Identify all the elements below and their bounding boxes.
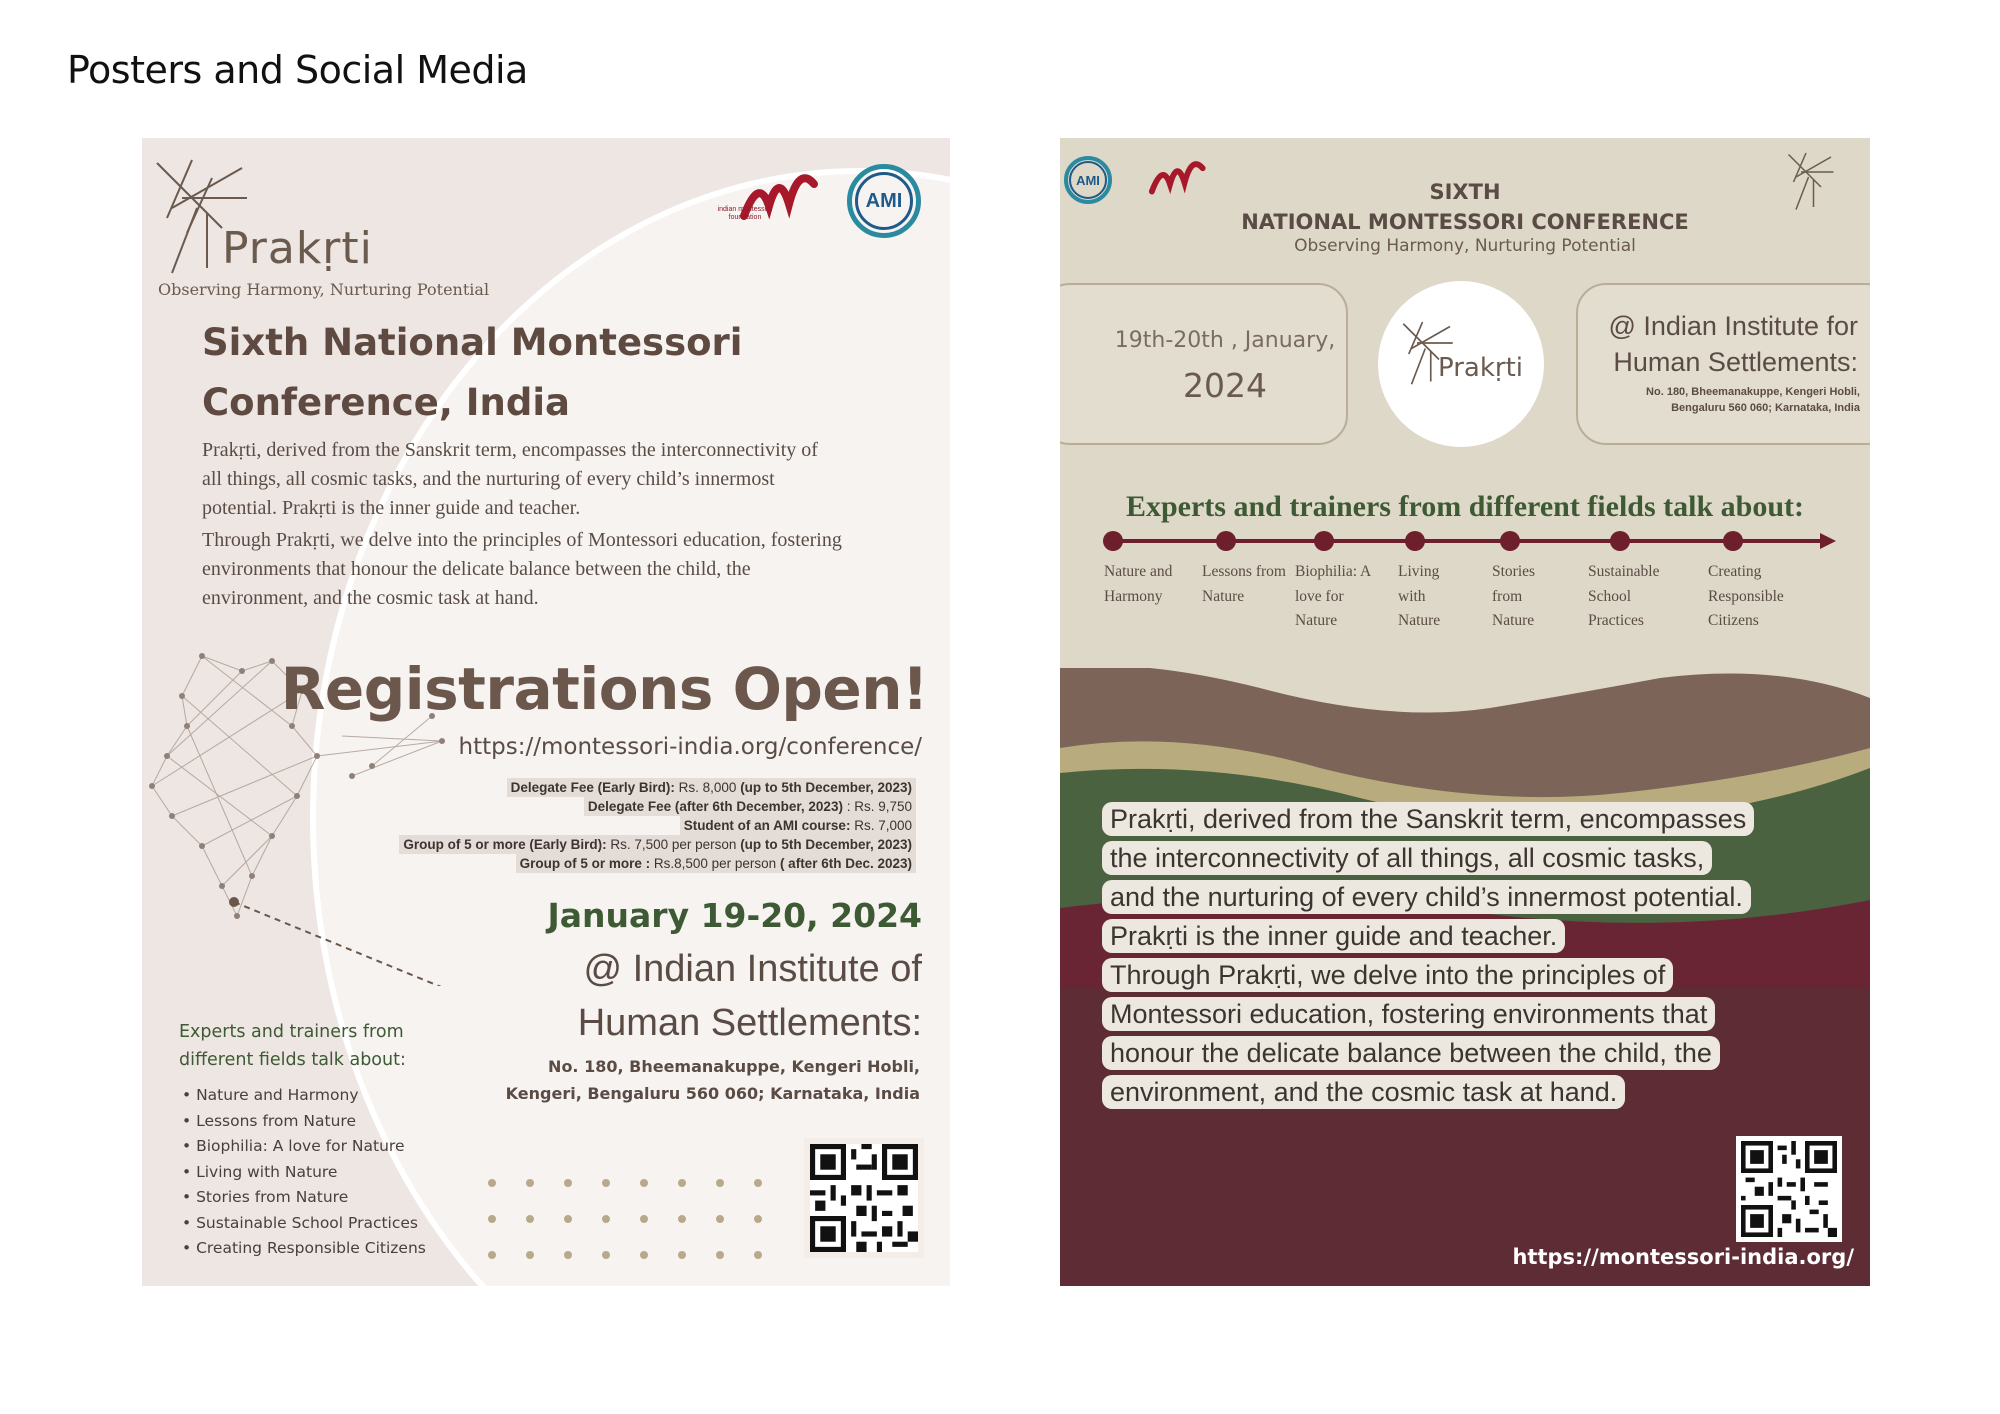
- ami-logo-text: AMI: [1069, 161, 1107, 199]
- body-line: honour the delicate balance between the child, the: [1102, 1036, 1720, 1070]
- registration-link[interactable]: https://montessori-india.org/conference/: [458, 734, 922, 760]
- ami-logo-text: AMI: [855, 172, 913, 230]
- body-line: environment, and the cosmic task at hand.: [1102, 1075, 1625, 1109]
- fee-value: Rs. 7,500 per person: [606, 837, 741, 852]
- fee-value: : Rs. 9,750: [842, 799, 912, 814]
- fee-label: Delegate Fee (Early Bird):: [510, 780, 675, 795]
- fee-line: [584, 797, 916, 816]
- qr-code-icon: [810, 1144, 918, 1252]
- venue-address: [506, 1053, 920, 1107]
- body-line: Through Prakṛti, we delve into the principles of: [1102, 958, 1673, 992]
- tagline: Observing Harmony, Nurturing Potential: [1294, 236, 1636, 256]
- address-line-2: Bengaluru 560 060; Karnataka, India: [1671, 402, 1860, 414]
- fee-line: [507, 778, 916, 797]
- body-text: [1102, 800, 1762, 1112]
- timeline-topic: Living with Nature: [1398, 563, 1441, 629]
- timeline-topic: Biophilia: A love for Nature: [1295, 563, 1371, 629]
- intro-text: [202, 436, 842, 613]
- body-line: the interconnectivity of all things, all cosmic tasks,: [1102, 841, 1712, 875]
- prakrti-logo-word: Prakṛti: [222, 223, 373, 274]
- venue-name: @ Indian Institute for Human Settlements:: [1608, 311, 1858, 377]
- address-line-1: No. 180, Bheemanakuppe, Kengeri Hobli,: [548, 1057, 920, 1076]
- address-line-2: Kengeri, Bengaluru 560 060; Karnataka, India: [505, 1084, 920, 1103]
- fee-value: Rs.8,500 per person: [650, 856, 780, 871]
- fee-note: ( after 6th Dec. 2023): [779, 856, 912, 871]
- page-heading: Posters and Social Media: [67, 48, 528, 92]
- fee-value: Rs. 8,000: [674, 780, 741, 795]
- timeline-topic: Creating Responsible Citizens: [1708, 563, 1784, 629]
- fee-label: Student of an AMI course:: [683, 818, 851, 833]
- topics-list: [182, 1083, 426, 1262]
- fee-note: (up to 5th December, 2023): [740, 837, 912, 852]
- experts-heading: Experts and trainers from different fields talk about:: [1125, 490, 1805, 523]
- registrations-open-heading: Registrations Open!: [280, 655, 928, 723]
- date-year: 2024: [1183, 366, 1267, 405]
- prakrti-logo-word: Prakṛti: [1438, 353, 1524, 383]
- list-item: • Creating Responsible Citizens: [182, 1236, 426, 1262]
- date-panel: [1060, 283, 1348, 445]
- list-item: • Nature and Harmony: [182, 1083, 426, 1109]
- fee-label: Group of 5 or more :: [519, 856, 651, 871]
- fee-note: (up to 5th December, 2023): [740, 780, 912, 795]
- fee-line: [399, 835, 916, 854]
- decorative-dots: [482, 1173, 792, 1263]
- fee-list: [399, 778, 916, 873]
- list-item: • Lessons from Nature: [182, 1109, 426, 1135]
- intro-paragraph-1: Prakṛti, derived from the Sanskrit term, encompasses the interconnectivity of all things, all cosmic tasks, and the nurturing of every child’s innermost potential. Prakṛti is the inner guide and teacher.: [202, 439, 818, 519]
- poster-title: Sixth National Montessori Conference, India: [202, 321, 743, 424]
- tagline: Observing Harmony, Nurturing Potential: [158, 280, 490, 299]
- poster-registrations: [142, 138, 950, 1286]
- list-item: • Living with Nature: [182, 1160, 426, 1186]
- timeline-topic: Lessons from Nature: [1202, 563, 1286, 605]
- ami-logo: [847, 164, 921, 238]
- body-line: and the nurturing of every child’s innermost potential.: [1102, 880, 1751, 914]
- conference-sixth: SIXTH: [1429, 180, 1501, 204]
- address-line-1: No. 180, Bheemanakuppe, Kengeri Hobli,: [1646, 386, 1860, 398]
- venue-address: [1580, 384, 1860, 416]
- conference-date: January 19-20, 2024: [547, 896, 922, 935]
- fee-label: Group of 5 or more (Early Bird):: [403, 837, 607, 852]
- list-item: • Biophilia: A love for Nature: [182, 1134, 426, 1160]
- body-line: Prakṛti is the inner guide and teacher.: [1102, 919, 1565, 953]
- arrow-right-icon: [1820, 533, 1836, 549]
- prakrti-logo-circle: [1378, 281, 1544, 447]
- experts-heading: Experts and trainers from different fields talk about:: [179, 1022, 406, 1070]
- intro-paragraph-2: Through Prakṛti, we delve into the principles of Montessori education, fostering environments that honour the delicate balance between the child, the environment, and the cosmic task at hand.: [202, 529, 842, 609]
- topics-timeline: [1100, 526, 1840, 556]
- qr-code[interactable]: [1736, 1136, 1842, 1242]
- website-link[interactable]: https://montessori-india.org/: [1512, 1245, 1854, 1269]
- imf-logo: [714, 166, 824, 240]
- date-days: 19th-20th , January,: [1114, 328, 1336, 353]
- conference-title: NATIONAL MONTESSORI CONFERENCE: [1241, 210, 1689, 234]
- body-line: Prakṛti, derived from the Sanskrit term, encompasses: [1102, 802, 1754, 836]
- venue-name: @ Indian Institute of Human Settlements:: [577, 948, 922, 1044]
- list-item: • Sustainable School Practices: [182, 1211, 426, 1237]
- fee-label: Delegate Fee (after 6th December, 2023): [587, 799, 843, 814]
- qr-code-icon: [1741, 1141, 1837, 1237]
- imf-logo-text: indian montessori foundation: [717, 206, 773, 221]
- fee-value: Rs. 7,000: [850, 818, 912, 833]
- fee-line: [516, 854, 916, 873]
- timeline-topic: Nature and Harmony: [1104, 563, 1173, 605]
- list-item: • Stories from Nature: [182, 1185, 426, 1211]
- timeline-topic: Stories from Nature: [1492, 563, 1536, 629]
- qr-code[interactable]: [804, 1138, 924, 1258]
- fee-line: [680, 816, 916, 835]
- poster-social-media: [1060, 138, 1870, 1286]
- body-line: Montessori education, fostering environments that: [1102, 997, 1715, 1031]
- timeline-topic: Sustainable School Practices: [1588, 563, 1660, 629]
